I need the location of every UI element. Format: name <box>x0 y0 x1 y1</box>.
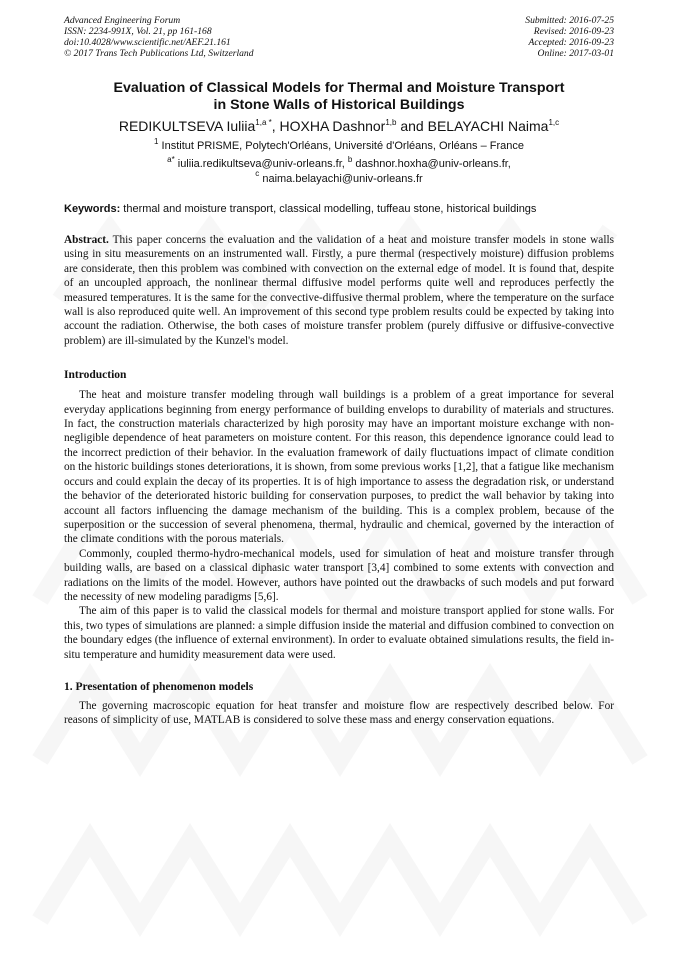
abstract-label: Abstract. <box>64 234 109 246</box>
author-separator: and <box>396 118 428 134</box>
date-revised: Revised: 2016-09-23 <box>533 26 614 37</box>
email-link[interactable]: dashnor.hoxha@univ-orleans.fr, <box>352 158 511 170</box>
email-marker: c <box>255 169 260 179</box>
date-submitted: Submitted: 2016-07-25 <box>525 15 614 26</box>
journal-header <box>64 15 614 59</box>
email-link[interactable]: naima.belayachi@univ-orleans.fr <box>259 172 423 185</box>
author-separator: , <box>271 118 280 134</box>
journal-issn: ISSN: 2234-991X, Vol. 21, pp 161-168 <box>64 26 212 37</box>
author-name: HOXHA Dashnor <box>279 118 386 134</box>
email-marker: a* <box>167 154 175 164</box>
title-line-2: in Stone Walls of Historical Buildings <box>213 97 465 113</box>
email-marker: b <box>347 154 353 164</box>
author-affiliation-marker: 1,a * <box>255 117 272 127</box>
affiliation-marker: 1 <box>154 136 159 146</box>
author-affiliation-marker: 1,c <box>548 117 560 127</box>
author-name: REDIKULTSEVA Iuliia <box>118 118 256 134</box>
email-line-2 <box>64 169 614 187</box>
paragraph: The heat and moisture transfer modeling through wall buildings is a problem of a great importance for several everyday applications beginning from energy performance of building envelops to durability of materials and structures. In fact, the construction materials characterized by high porosity may have an important moisture exchange with non-negligible dependence of heat parameters on moisture content. For this reason, this dependence ignorance could lead to the incorrect prediction of their behavior. In the evaluation framework of daily fluctuations impact of climate condition on the historic buildings stones deteriorations, it is shown, from some previous works [1,2], that a fatigue like mechanism occurs and could explain the decay of its properties. It is of high importance to assess the degradation risk, or understand the behavior of the deteriorated historic building for conservation purposes, to predict the wall behavior by taking into account all factors influencing the damage mechanism of the building. This is a complex problem, because of the superposition or the succession of several phenomena, thermal, hydraulic and chemical, governed by the interaction of the climate conditions with the porous materials. <box>64 389 614 546</box>
author-emails <box>64 154 614 186</box>
author-name: BELAYACHI Naima <box>427 118 549 134</box>
author-list <box>64 117 614 135</box>
section-1-body <box>64 699 614 728</box>
keywords-text: thermal and moisture transport, classical modelling, tuffeau stone, historical buildings <box>120 203 537 215</box>
email-line-1 <box>64 154 614 172</box>
page-content <box>64 15 614 728</box>
submission-dates <box>525 15 614 59</box>
journal-name: Advanced Engineering Forum <box>64 15 181 26</box>
abstract <box>64 233 614 348</box>
paragraph: The governing macroscopic equation for heat transfer and moisture flow are respectively described below. For reasons of simplicity of use, MATLAB is considered to solve these mass and energy conservation equations. <box>64 699 614 727</box>
journal-doi: doi:10.4028/www.scientific.net/AEF.21.161 <box>64 37 231 48</box>
date-accepted: Accepted: 2016-09-23 <box>528 37 614 48</box>
date-online: Online: 2017-03-01 <box>537 48 614 59</box>
affiliation-text: Institut PRISME, Polytech'Orléans, Université d'Orléans, Orléans – France <box>158 140 524 152</box>
abstract-text: This paper concerns the evaluation and the validation of a heat and moisture transfer models in stone walls using in situ measurements on an instrumented wall. Firstly, a pure thermal (respectively moisture) diffusion problems are considerate, then this problem was combined with convection on the external edge of model. It is found that, despite of an uncoupled approach, the nonlinear thermal diffusive model performs quite well and reproduces perfectly the measured temperatures. It is the same for the convective-diffusive thermal problem, where the temperature on the surface wall is also reproduced quite well. An improvement of this second type problem results could be expected by taking into account the radiation. Otherwise, the both cases of moisture transfer problem (purely diffusive or diffusive-convective problem) are ill-simulated by the Kunzel's model. <box>64 234 614 347</box>
affiliation <box>64 136 614 154</box>
paragraph: Commonly, coupled thermo-hydro-mechanical models, used for simulation of heat and moisture transfer through building walls, are based on a classical diphasic water transport [3,4] combined to some extents with convection and radiations on the limits of the model. However, authors have pointed out the drawbacks of such models and put forward the necessity of new modeling paradigms [5,6]. <box>64 547 614 603</box>
email-link[interactable]: iuliia.redikultseva@univ-orleans.fr, <box>174 158 348 170</box>
author-affiliation-marker: 1,b <box>385 117 397 127</box>
paper-title <box>64 80 614 114</box>
journal-copyright: © 2017 Trans Tech Publications Ltd, Switzerland <box>64 48 254 59</box>
journal-info <box>64 15 254 59</box>
keywords <box>64 202 614 216</box>
introduction-heading: Introduction <box>64 369 127 382</box>
keywords-label: Keywords: <box>64 203 121 215</box>
title-line-1: Evaluation of Classical Models for Thermal and Moisture Transport <box>113 80 565 96</box>
section-1-heading: 1. Presentation of phenomenon models <box>64 680 254 693</box>
paragraph: The aim of this paper is to valid the classical models for thermal and moisture transport applied for stone walls. For this, two types of simulations are planned: a simple diffusion inside the material and diffusion combined to convection on the boundary edges (the influence of external environment). In order to evaluate obtained simulations results, the field in-situ temperature and humidity measurement data were used. <box>64 605 614 661</box>
introduction-body <box>64 388 614 662</box>
